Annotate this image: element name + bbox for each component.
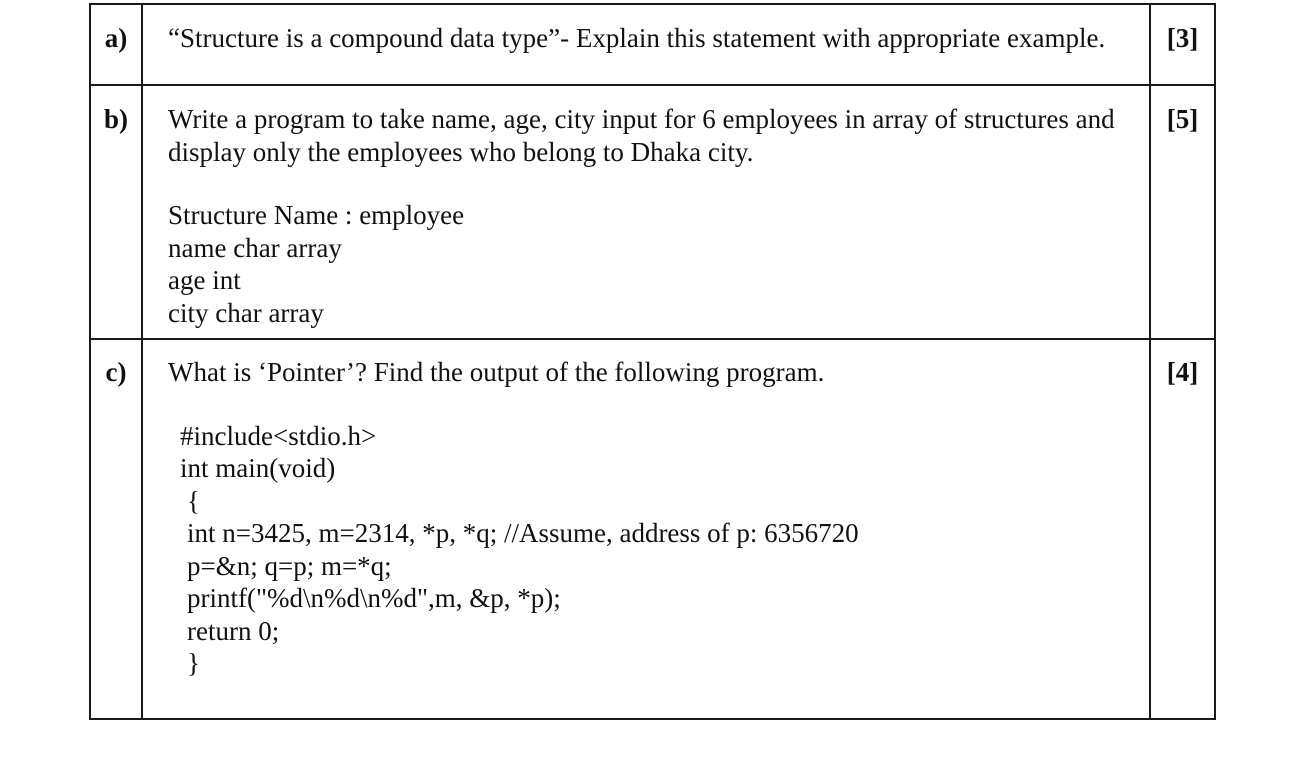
question-text-line: display only the employees who belong to Dhaka city. [168,136,754,167]
code-line: } [187,648,200,678]
code-line: int main(void) [180,453,336,483]
structure-line: city char array [168,297,324,328]
code-line: return 0; [187,615,280,646]
question-row-b [90,85,1215,339]
code-line: #include<stdio.h> [180,420,377,451]
question-marks: [3] [1166,23,1199,53]
question-label: b) [103,104,128,134]
question-text: What is ‘Pointer’? Find the output of the following program. [168,357,825,387]
question-label: c) [105,357,127,387]
question-label: a) [104,23,128,53]
question-text: “Structure is a compound data type”- Explain this statement with appropriate example. [168,23,1106,53]
question-text-line: Write a program to take name, age, city input for 6 employees in array of structures and [168,104,1115,134]
structure-line: name char array [168,232,342,263]
question-row-c [90,339,1215,719]
question-table [89,3,1216,720]
code-line: { [187,485,200,516]
code-line: printf("%d\n%d\n%d",m, &p, *p); [187,583,561,613]
question-row-a [90,4,1215,85]
code-block [168,420,1139,680]
structure-line: Structure Name : employee [168,200,465,230]
question-marks: [5] [1166,104,1199,134]
structure-line: age int [168,265,241,295]
question-marks: [4] [1166,357,1199,387]
code-line: int n=3425, m=2314, *p, *q; //Assume, address of p: 6356720 [187,518,859,548]
code-line: p=&n; q=p; m=*q; [187,550,392,581]
